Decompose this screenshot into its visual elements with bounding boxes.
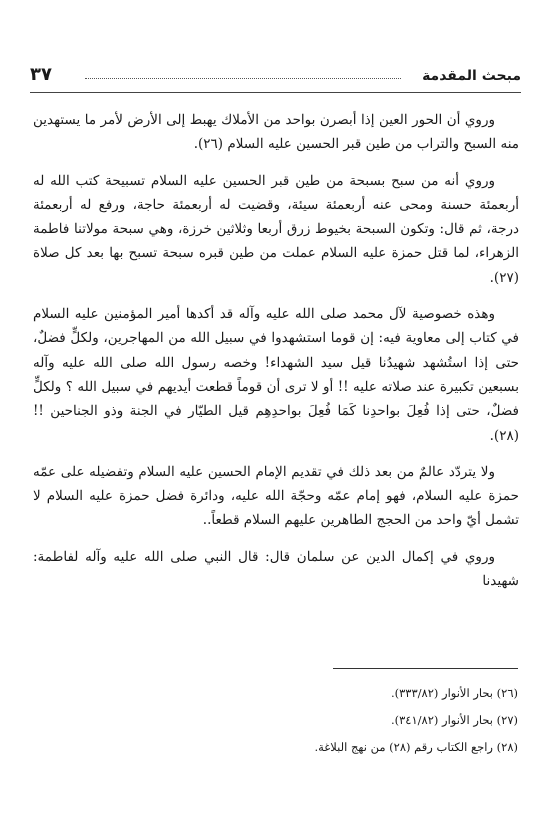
header-dot-leader <box>85 78 401 79</box>
body-text <box>33 108 519 605</box>
paragraph-2: وروي أنه من سبح بسبحة من طين قبر الحسين عليه السلام تسبيحة كتب الله له أربعمئة حسنة ومحى عنه أربعمئة سيئة، وقضيت له أربعمئة حاجة، ورفع له أربعمئة درجة، ثم قال: وتكون السبحة بخيوط زرق أربعا وثلاثين خرزة، وهي سبحة مولاتنا فاطمة الزهراء، لما قتل حمزة عليه السلام عملت من طين قبره سبحة تسبح بها بعد كل صلاة (٢٧). <box>33 172 519 286</box>
paragraph-3: وهذه خصوصية لآل محمد صلى الله عليه وآله قد أكدها أمير المؤمنين عليه السلام في كتاب إلى معاوية فيه: إن قوما استشهدوا في سبيل الله من المهاجرين، ولكلٍّ فضلٌ، حتى إذا استُشهد شهيدُنا قيل سيد الشهداء! وخصه رسول الله صلى الله عليه وآله بسبعين تكبيرة عند صلاته عليه !! أو لا ترى أن قوماً قطعت أيديهم في سبيل الله ؟ ولكلٍّ فضلٌ، حتى إذا فُعِلَ بواحدِنا كَمَا فُعِلَ بواحدِهِم قيل الطيّار في الجنة وذو الجناحين !! (٢٨). <box>33 306 519 444</box>
footnote-27: (٢٧) بحار الأنوار (٣٤١/٨٢). <box>390 713 518 727</box>
paragraph-1: وروي أن الحور العين إذا أبصرن بواحد من الأملاك يهبط إلى الأرض لأمر ما يستهدين منه السبح والتراب من طين قبر الحسين عليه السلام (٢٦). <box>33 112 519 153</box>
page-number: ٣٧ <box>30 64 52 85</box>
footnote-28: (٢٨) راجع الكتاب رقم (٢٨) من نهج البلاغة. <box>314 740 518 754</box>
section-title: مبحث المقدمة <box>422 68 521 84</box>
footnotes <box>32 680 518 761</box>
footnote-separator <box>333 668 518 669</box>
paragraph-5: وروي في إكمال الدين عن سلمان قال: قال النبي صلى الله عليه وآله لفاطمة: شهيدنا <box>33 548 519 590</box>
footnote-26: (٢٦) بحار الأنوار (٣٣٣/٨٢). <box>390 686 518 700</box>
paragraph-4: ولا يتردّد عالمٌ من بعد ذلك في تقديم الإمام الحسين عليه السلام وتفضيله على عمّه حمزة عليه السلام، فهو إمام عمّه وحجّة الله عليه، ودائرة فضل حمزة عليه السلام لا تشمل أيّ واحد من الحجج الطاهرين عليهم السلام قطعاً.. <box>33 463 519 529</box>
running-header <box>30 66 521 92</box>
header-rule <box>30 92 521 93</box>
